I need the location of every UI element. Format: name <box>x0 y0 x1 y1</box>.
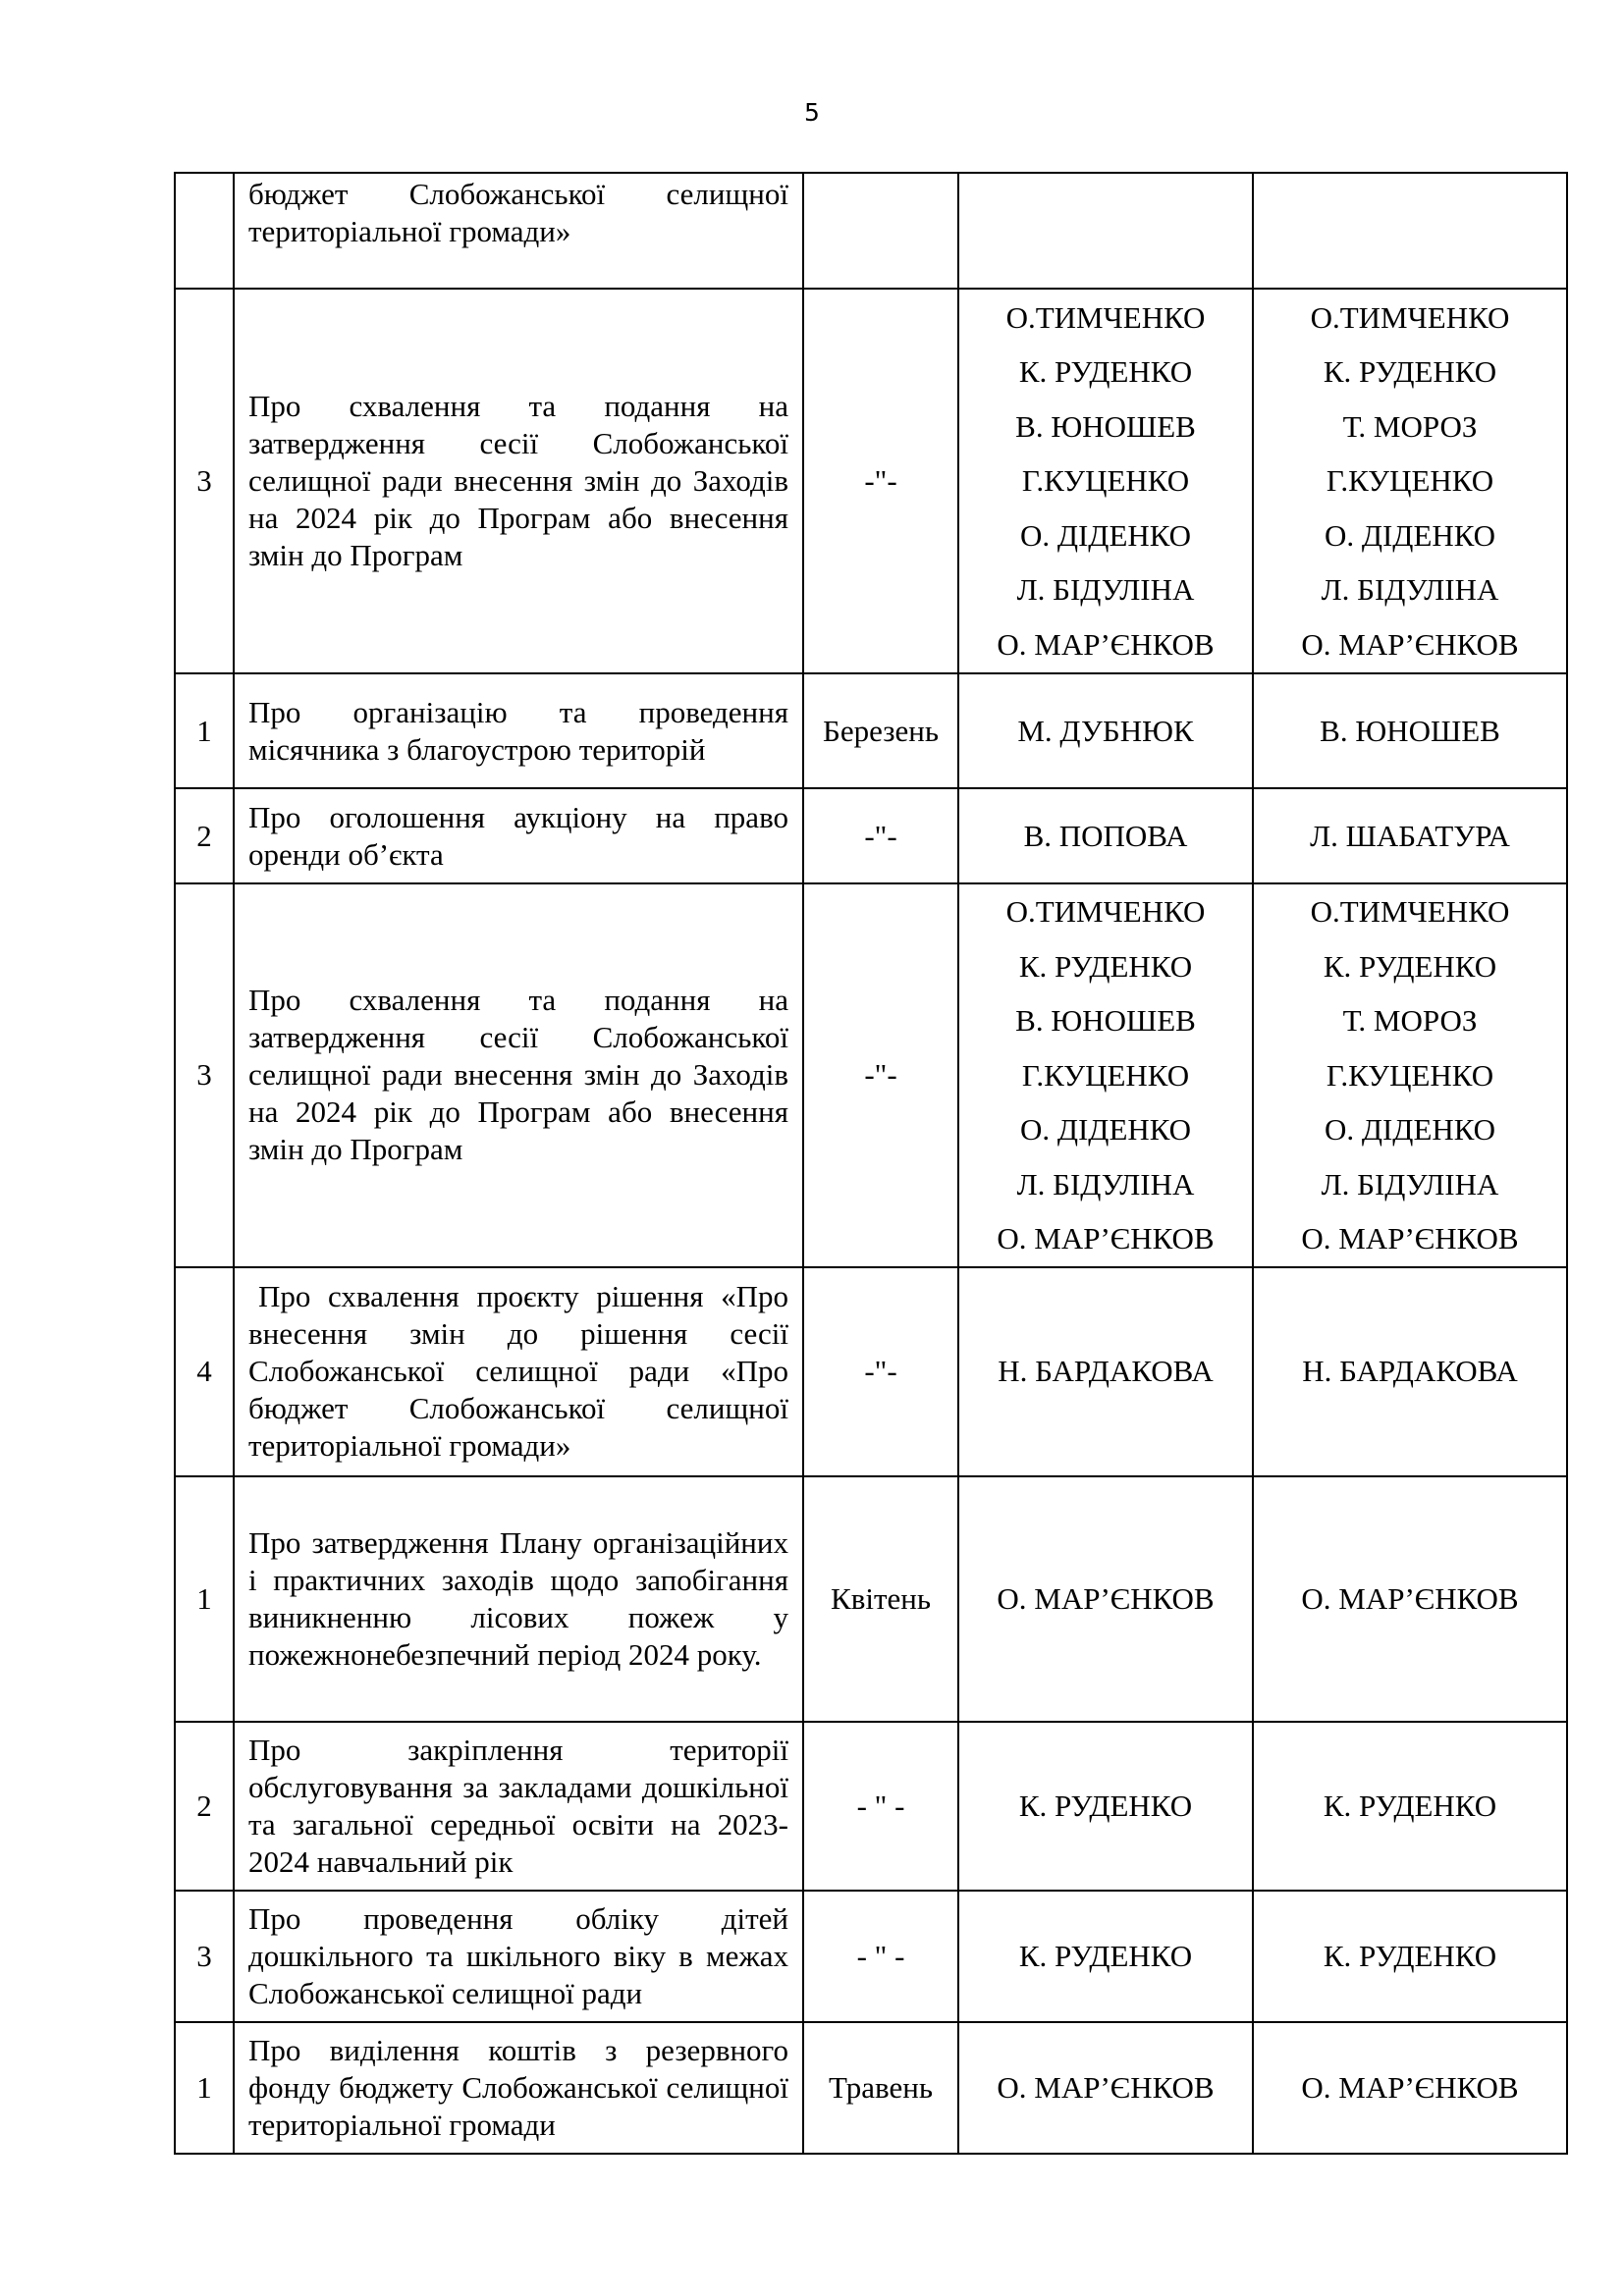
row-term <box>803 173 958 289</box>
responsible-name: О.ТИМЧЕНКО <box>1005 894 1206 929</box>
row-title: Про оголошення аукціону на право оренди об’єкта <box>234 788 803 883</box>
row-title: Про проведення обліку дітей дошкільного та шкільного віку в межах Слобожанської селищної ради <box>234 1891 803 2022</box>
row-number: 3 <box>175 1891 234 2022</box>
row-prepares: М. ДУБНЮК <box>958 673 1253 788</box>
page-number: 5 <box>804 98 820 127</box>
row-term: -"- <box>803 788 958 883</box>
responsible-name: О.ТИМЧЕНКО <box>1310 894 1510 929</box>
row-reports: О. МАР’ЄНКОВ <box>1253 1476 1567 1722</box>
table-row <box>175 673 1567 788</box>
row-prepares: О. МАР’ЄНКОВ <box>958 1476 1253 1722</box>
row-title: Про закріплення території обслуговування за закладами дошкільної та загальної середньої освіти на 2023-2024 навчальний рік <box>234 1722 803 1891</box>
responsible-name: О. МАР’ЄНКОВ <box>997 1221 1215 1255</box>
responsible-name: К. РУДЕНКО <box>1018 354 1193 390</box>
row-title: Про схвалення проєкту рішення «Про внесення змін до рішення сесії Слобожанської селищної ради «Про бюджет Слобожанської селищної територіальної громади» <box>234 1267 803 1476</box>
row-reports: Л. ШАБАТУРА <box>1253 788 1567 883</box>
responsible-name: К. РУДЕНКО <box>1018 948 1193 984</box>
responsible-name: Г.КУЦЕНКО <box>1326 1057 1494 1093</box>
table-row <box>175 173 1567 289</box>
row-term: Березень <box>803 673 958 788</box>
row-number: 3 <box>175 883 234 1267</box>
row-term: - " - <box>803 1891 958 2022</box>
row-term: -"- <box>803 1267 958 1476</box>
table-row <box>175 1722 1567 1891</box>
row-reports <box>1253 173 1567 289</box>
table-row <box>175 2022 1567 2154</box>
row-reports: В. ЮНОШЕВ <box>1253 673 1567 788</box>
row-number: 1 <box>175 1476 234 1722</box>
row-term: - " - <box>803 1722 958 1891</box>
row-prepares: К. РУДЕНКО <box>958 1891 1253 2022</box>
responsible-name: О. ДІДЕНКО <box>1324 517 1496 553</box>
responsible-name: В. ЮНОШЕВ <box>1015 1003 1196 1038</box>
responsible-name: К. РУДЕНКО <box>1323 354 1497 390</box>
responsible-name: О. МАР’ЄНКОВ <box>1301 626 1519 662</box>
responsible-name: О. ДІДЕНКО <box>1019 517 1192 553</box>
responsible-name: Л. БІДУЛІНА <box>1016 572 1195 608</box>
responsible-name: О. ДІДЕНКО <box>1019 1112 1192 1147</box>
responsible-name: Т. МОРОЗ <box>1342 1003 1478 1038</box>
row-number: 3 <box>175 289 234 673</box>
row-reports: О. МАР’ЄНКОВ <box>1253 2022 1567 2154</box>
responsible-name: Л. БІДУЛІНА <box>1321 1166 1499 1201</box>
responsible-name: О. МАР’ЄНКОВ <box>997 626 1215 662</box>
responsible-name: О.ТИМЧЕНКО <box>1310 299 1510 335</box>
row-reports <box>1253 883 1567 1267</box>
table-row <box>175 1891 1567 2022</box>
row-prepares: К. РУДЕНКО <box>958 1722 1253 1891</box>
responsible-name: О. МАР’ЄНКОВ <box>1301 1221 1519 1255</box>
row-title: Про виділення коштів з резервного фонду бюджету Слобожанської селищної територіальної громади <box>234 2022 803 2154</box>
plan-table <box>174 172 1568 2155</box>
row-number: 1 <box>175 2022 234 2154</box>
responsible-name: Т. МОРОЗ <box>1342 408 1478 444</box>
row-number <box>175 173 234 289</box>
row-reports: К. РУДЕНКО <box>1253 1722 1567 1891</box>
row-title: бюджет Слобожанської селищної територіальної громади» <box>234 173 803 289</box>
row-number: 1 <box>175 673 234 788</box>
row-prepares <box>958 289 1253 673</box>
row-term: -"- <box>803 289 958 673</box>
responsible-name: Г.КУЦЕНКО <box>1326 463 1494 499</box>
responsible-name: В. ЮНОШЕВ <box>1015 408 1196 444</box>
row-prepares <box>958 883 1253 1267</box>
row-term: Травень <box>803 2022 958 2154</box>
responsible-name: Г.КУЦЕНКО <box>1021 463 1190 499</box>
row-reports <box>1253 289 1567 673</box>
table-row <box>175 788 1567 883</box>
row-title: Про схвалення та подання на затвердження сесії Слобожанської селищної ради внесення змін до Заходів на 2024 рік до Програм або внесення змін до Програм <box>234 289 803 673</box>
row-prepares: Н. БАРДАКОВА <box>958 1267 1253 1476</box>
row-term: Квітень <box>803 1476 958 1722</box>
responsible-name: Г.КУЦЕНКО <box>1021 1057 1190 1093</box>
responsible-name: О.ТИМЧЕНКО <box>1005 299 1206 335</box>
row-prepares: В. ПОПОВА <box>958 788 1253 883</box>
row-prepares: О. МАР’ЄНКОВ <box>958 2022 1253 2154</box>
table-row <box>175 1267 1567 1476</box>
row-title: Про затвердження Плану організаційних і практичних заходів щодо запобігання виникненню лісових пожеж у пожежнонебезпечний період 2024 року. <box>234 1476 803 1722</box>
row-reports: К. РУДЕНКО <box>1253 1891 1567 2022</box>
row-title: Про схвалення та подання на затвердження сесії Слобожанської селищної ради внесення змін до Заходів на 2024 рік до Програм або внесення змін до Програм <box>234 883 803 1267</box>
row-prepares <box>958 173 1253 289</box>
row-number: 2 <box>175 788 234 883</box>
row-term: -"- <box>803 883 958 1267</box>
table-row <box>175 289 1567 673</box>
row-reports: Н. БАРДАКОВА <box>1253 1267 1567 1476</box>
table-row <box>175 1476 1567 1722</box>
responsible-name: Л. БІДУЛІНА <box>1321 572 1499 608</box>
row-number: 4 <box>175 1267 234 1476</box>
table-row <box>175 883 1567 1267</box>
row-number: 2 <box>175 1722 234 1891</box>
responsible-name: К. РУДЕНКО <box>1323 948 1497 984</box>
responsible-name: О. ДІДЕНКО <box>1324 1112 1496 1147</box>
responsible-name: Л. БІДУЛІНА <box>1016 1166 1195 1201</box>
row-title: Про організацію та проведення місячника з благоустрою територій <box>234 673 803 788</box>
